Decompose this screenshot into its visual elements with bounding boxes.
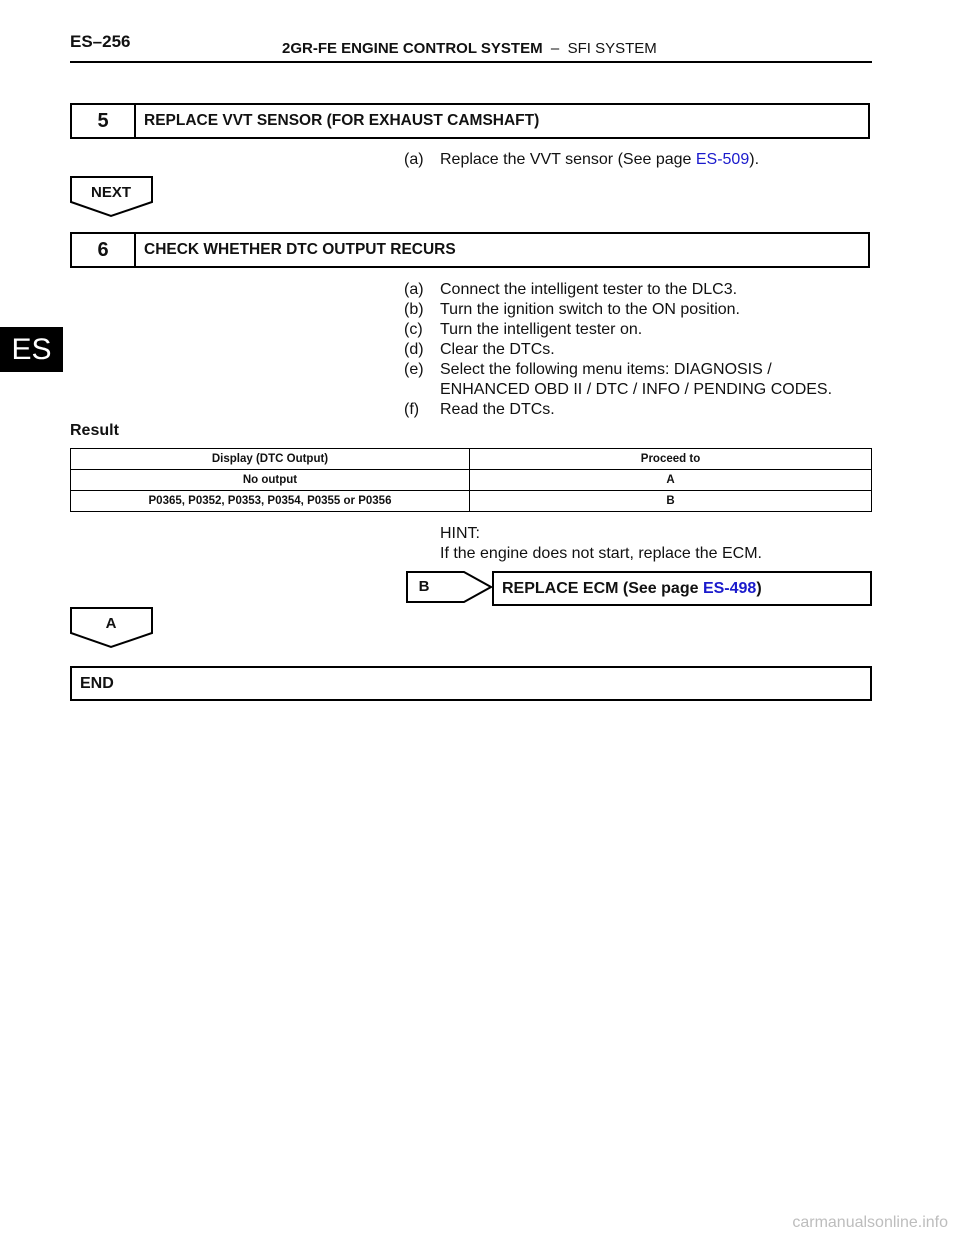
header-title-sub: – SFI SYSTEM bbox=[542, 40, 657, 57]
header-title-main: 2GR-FE ENGINE CONTROL SYSTEM bbox=[282, 40, 543, 57]
list-item: (c) Turn the intelligent tester on. bbox=[404, 321, 643, 338]
result-table bbox=[70, 448, 872, 512]
page-link-es-509[interactable]: ES-509 bbox=[695, 151, 750, 168]
hint bbox=[440, 524, 762, 564]
list-item: (a) Connect the intelligent tester to the DLC3. bbox=[404, 281, 738, 298]
next-arrow[interactable] bbox=[70, 176, 154, 218]
branch-a-arrow[interactable] bbox=[70, 607, 154, 649]
table-row bbox=[71, 491, 872, 512]
page-link-es-498[interactable]: ES-498 bbox=[702, 579, 757, 597]
table-cell: A bbox=[470, 470, 872, 491]
step-5-box bbox=[70, 103, 870, 139]
branch-b-label: B bbox=[418, 578, 430, 595]
replace-ecm-box: REPLACE ECM (See page ES-498 ) bbox=[492, 571, 872, 606]
table-cell: B bbox=[470, 491, 872, 512]
list-item: (d) Clear the DTCs. bbox=[404, 341, 555, 358]
table-row bbox=[71, 470, 872, 491]
header-title bbox=[282, 40, 657, 57]
end-box: END bbox=[70, 666, 872, 701]
step-6-items bbox=[404, 280, 874, 420]
table-header-cell: Display (DTC Output) bbox=[71, 449, 470, 470]
page-number: ES–256 bbox=[70, 32, 131, 51]
step-6-box bbox=[70, 232, 870, 268]
table-header-cell: Proceed to bbox=[470, 449, 872, 470]
step-5-number: 5 bbox=[72, 105, 136, 137]
table-header-row bbox=[71, 449, 872, 470]
list-item: (f) Read the DTCs. bbox=[404, 401, 555, 418]
table-cell: P0365, P0352, P0353, P0354, P0355 or P0356 bbox=[71, 491, 470, 512]
table-cell: No output bbox=[71, 470, 470, 491]
item-label: (a) bbox=[404, 151, 424, 168]
hint-label: HINT: bbox=[440, 525, 480, 542]
header-rule bbox=[70, 61, 872, 63]
branch-a-label: A bbox=[105, 615, 117, 632]
watermark: carmanualsonline.info bbox=[792, 1214, 948, 1231]
hint-text: If the engine does not start, replace the ECM. bbox=[440, 545, 762, 562]
item-text: Replace the VVT sensor (See page ES-509). bbox=[440, 151, 760, 168]
next-label: NEXT bbox=[90, 184, 131, 201]
step-6-number: 6 bbox=[72, 234, 136, 266]
step-6-title: CHECK WHETHER DTC OUTPUT RECURS bbox=[144, 241, 456, 258]
section-tab: ES bbox=[0, 327, 63, 372]
list-item: (e) Select the following menu items: DIAGNOSIS / ENHANCED OBD II / DTC / INFO / PENDING CODES. bbox=[404, 361, 833, 398]
step-5-title: REPLACE VVT SENSOR (FOR EXHAUST CAMSHAFT) bbox=[144, 112, 540, 129]
branch-b-arrow[interactable] bbox=[406, 571, 492, 605]
step-5-item-a bbox=[404, 150, 759, 170]
result-heading: Result bbox=[70, 422, 119, 439]
list-item: (b) Turn the ignition switch to the ON position. bbox=[404, 301, 740, 318]
